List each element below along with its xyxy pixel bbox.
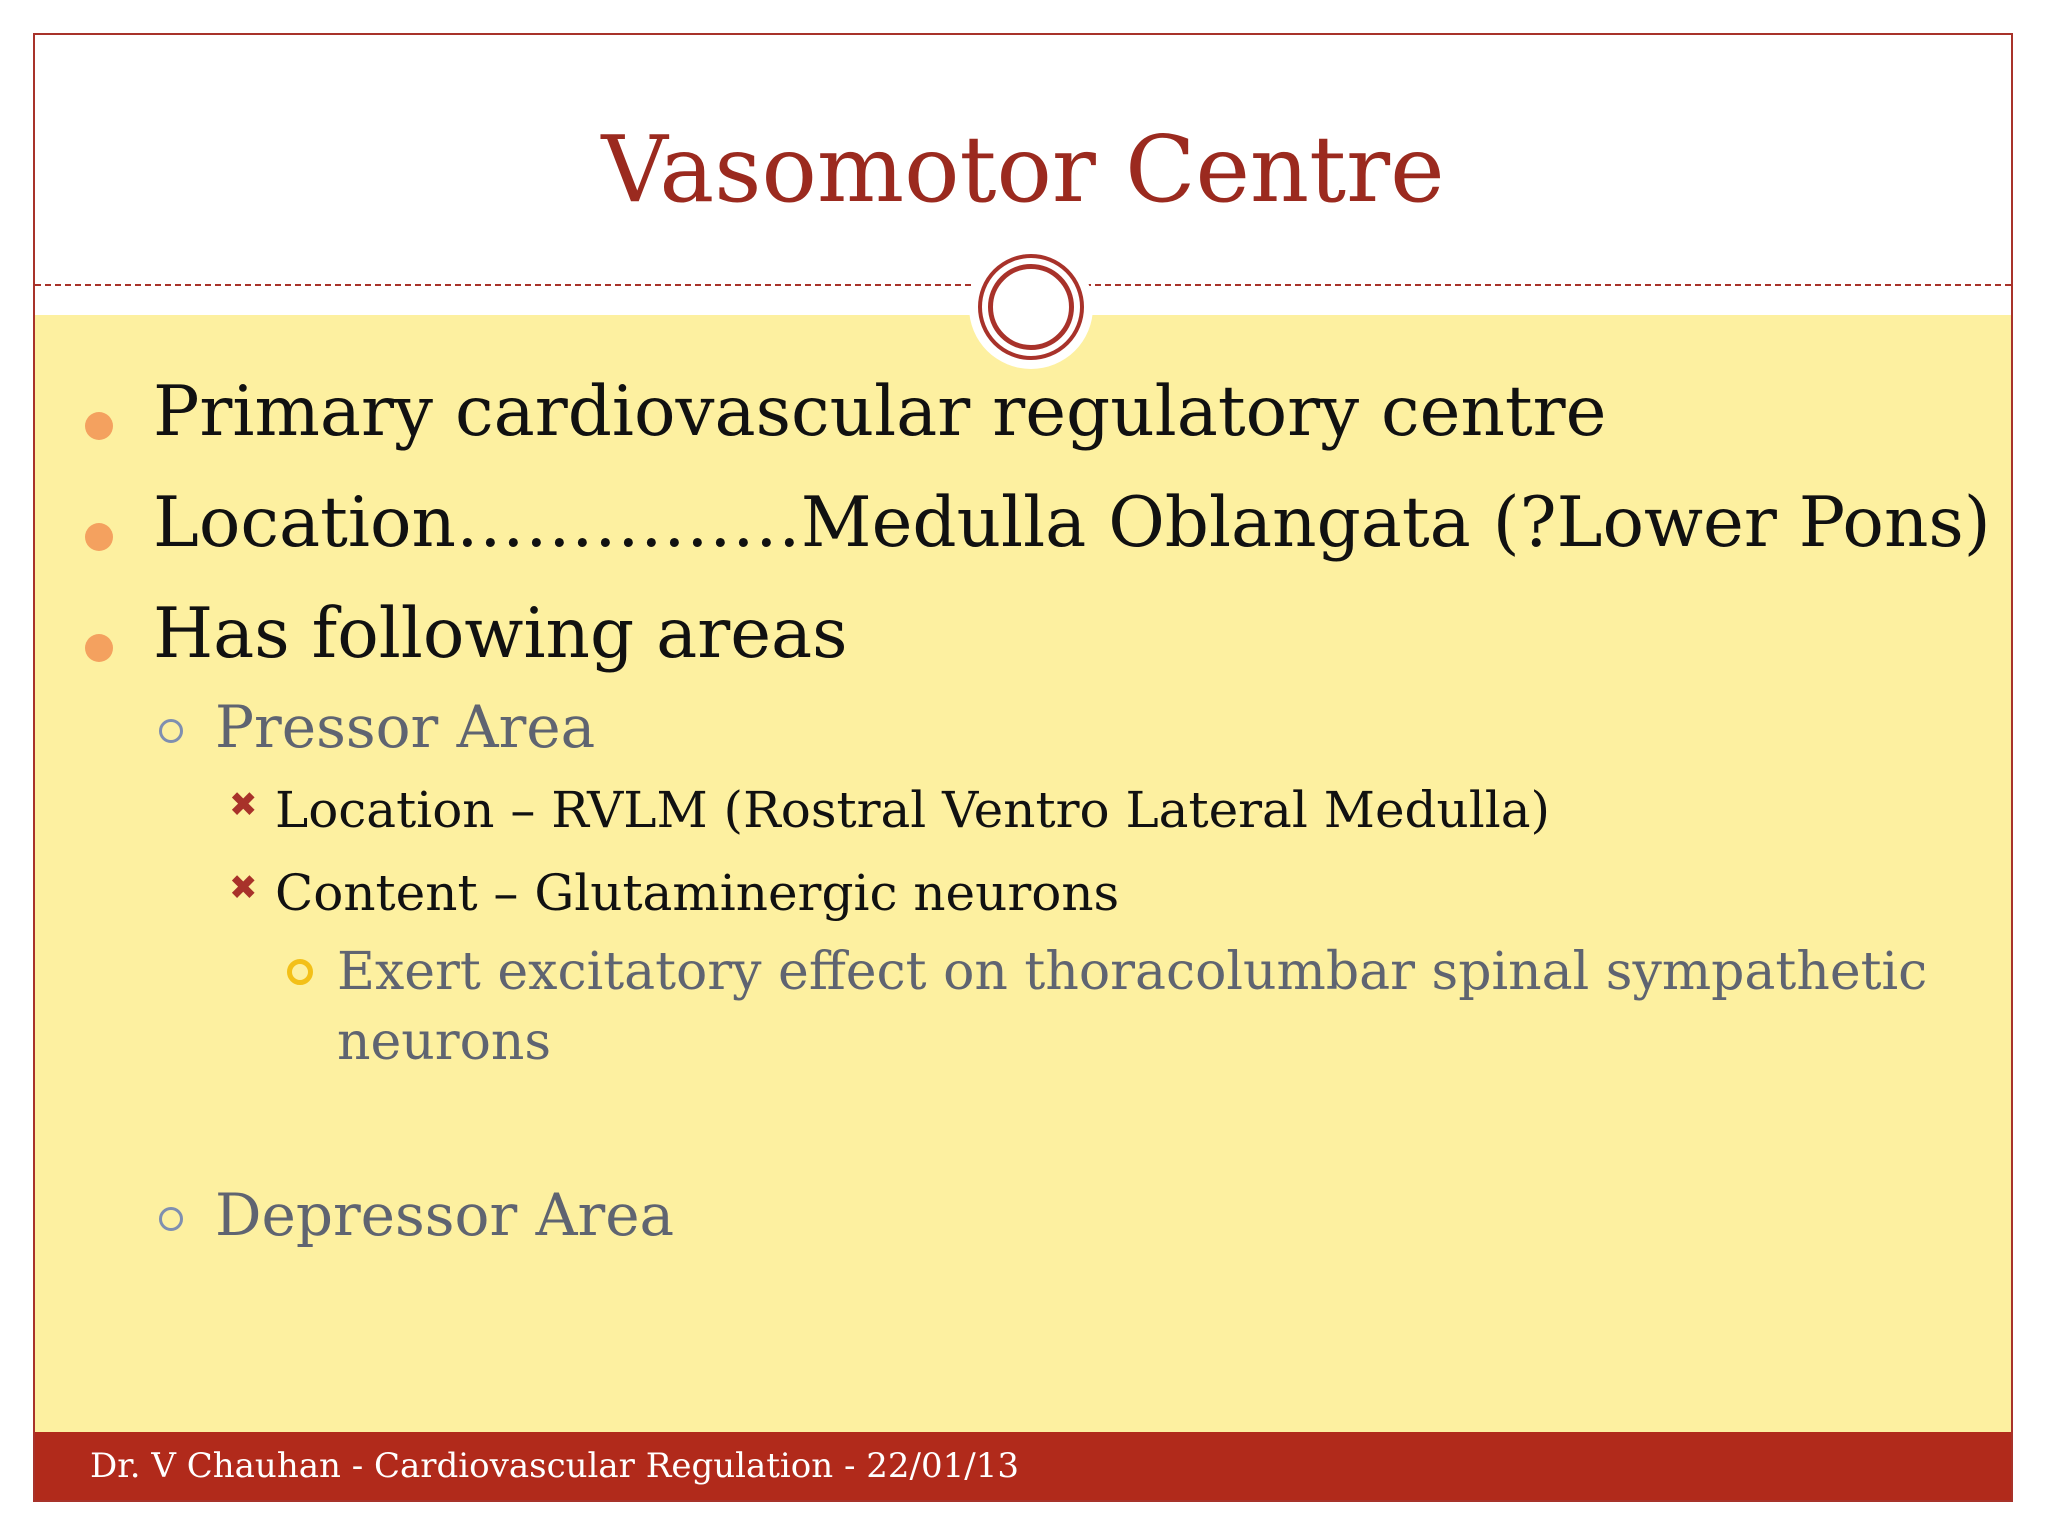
sub-bullet-depressor-area [215, 1181, 674, 1249]
bullet-text: Location……………Medulla Oblangata (?Lower Pons) [153, 483, 1991, 563]
sub-bullet-text: Depressor Area [215, 1181, 675, 1249]
bullet-item-location [153, 483, 1991, 563]
pressor-item-text: Location – RVLM (Rostral Ventro Lateral Medulla) [275, 781, 1551, 839]
pressor-item-text: Content – Glutaminergic neurons [275, 864, 1120, 922]
x-star-bullet-icon: ✖ [229, 868, 258, 908]
bullet-item-primary [153, 372, 1606, 452]
content-detail-text: Exert excitatory effect on thoracolumbar spinal sympathetic neurons [337, 942, 1928, 1072]
bullet-text: Has following areas [153, 594, 848, 674]
pressor-item-content [229, 864, 1120, 922]
filled-circle-bullet-icon [85, 412, 113, 440]
yellow-ring-bullet-icon [287, 959, 313, 985]
footer-bar [35, 1432, 2011, 1500]
pressor-item-location [229, 781, 1551, 839]
bullet-item-areas [153, 594, 848, 674]
sub-bullet-pressor-area [215, 693, 595, 761]
double-ring-ornament-icon [978, 254, 1084, 360]
filled-circle-bullet-icon [85, 634, 113, 662]
hollow-circle-bullet-icon [159, 719, 183, 743]
slide [33, 33, 2013, 1502]
content-area [35, 315, 2011, 1470]
sub-bullet-text: Pressor Area [215, 693, 596, 761]
x-star-bullet-icon: ✖ [229, 785, 258, 825]
content-detail [337, 937, 1957, 1077]
bullet-text: Primary cardiovascular regulatory centre [153, 372, 1607, 452]
filled-circle-bullet-icon [85, 523, 113, 551]
footer-text: Dr. V Chauhan - Cardiovascular Regulation - 22/01/13 [90, 1446, 1019, 1486]
slide-title: Vasomotor Centre [601, 116, 1445, 223]
hollow-circle-bullet-icon [159, 1207, 183, 1231]
